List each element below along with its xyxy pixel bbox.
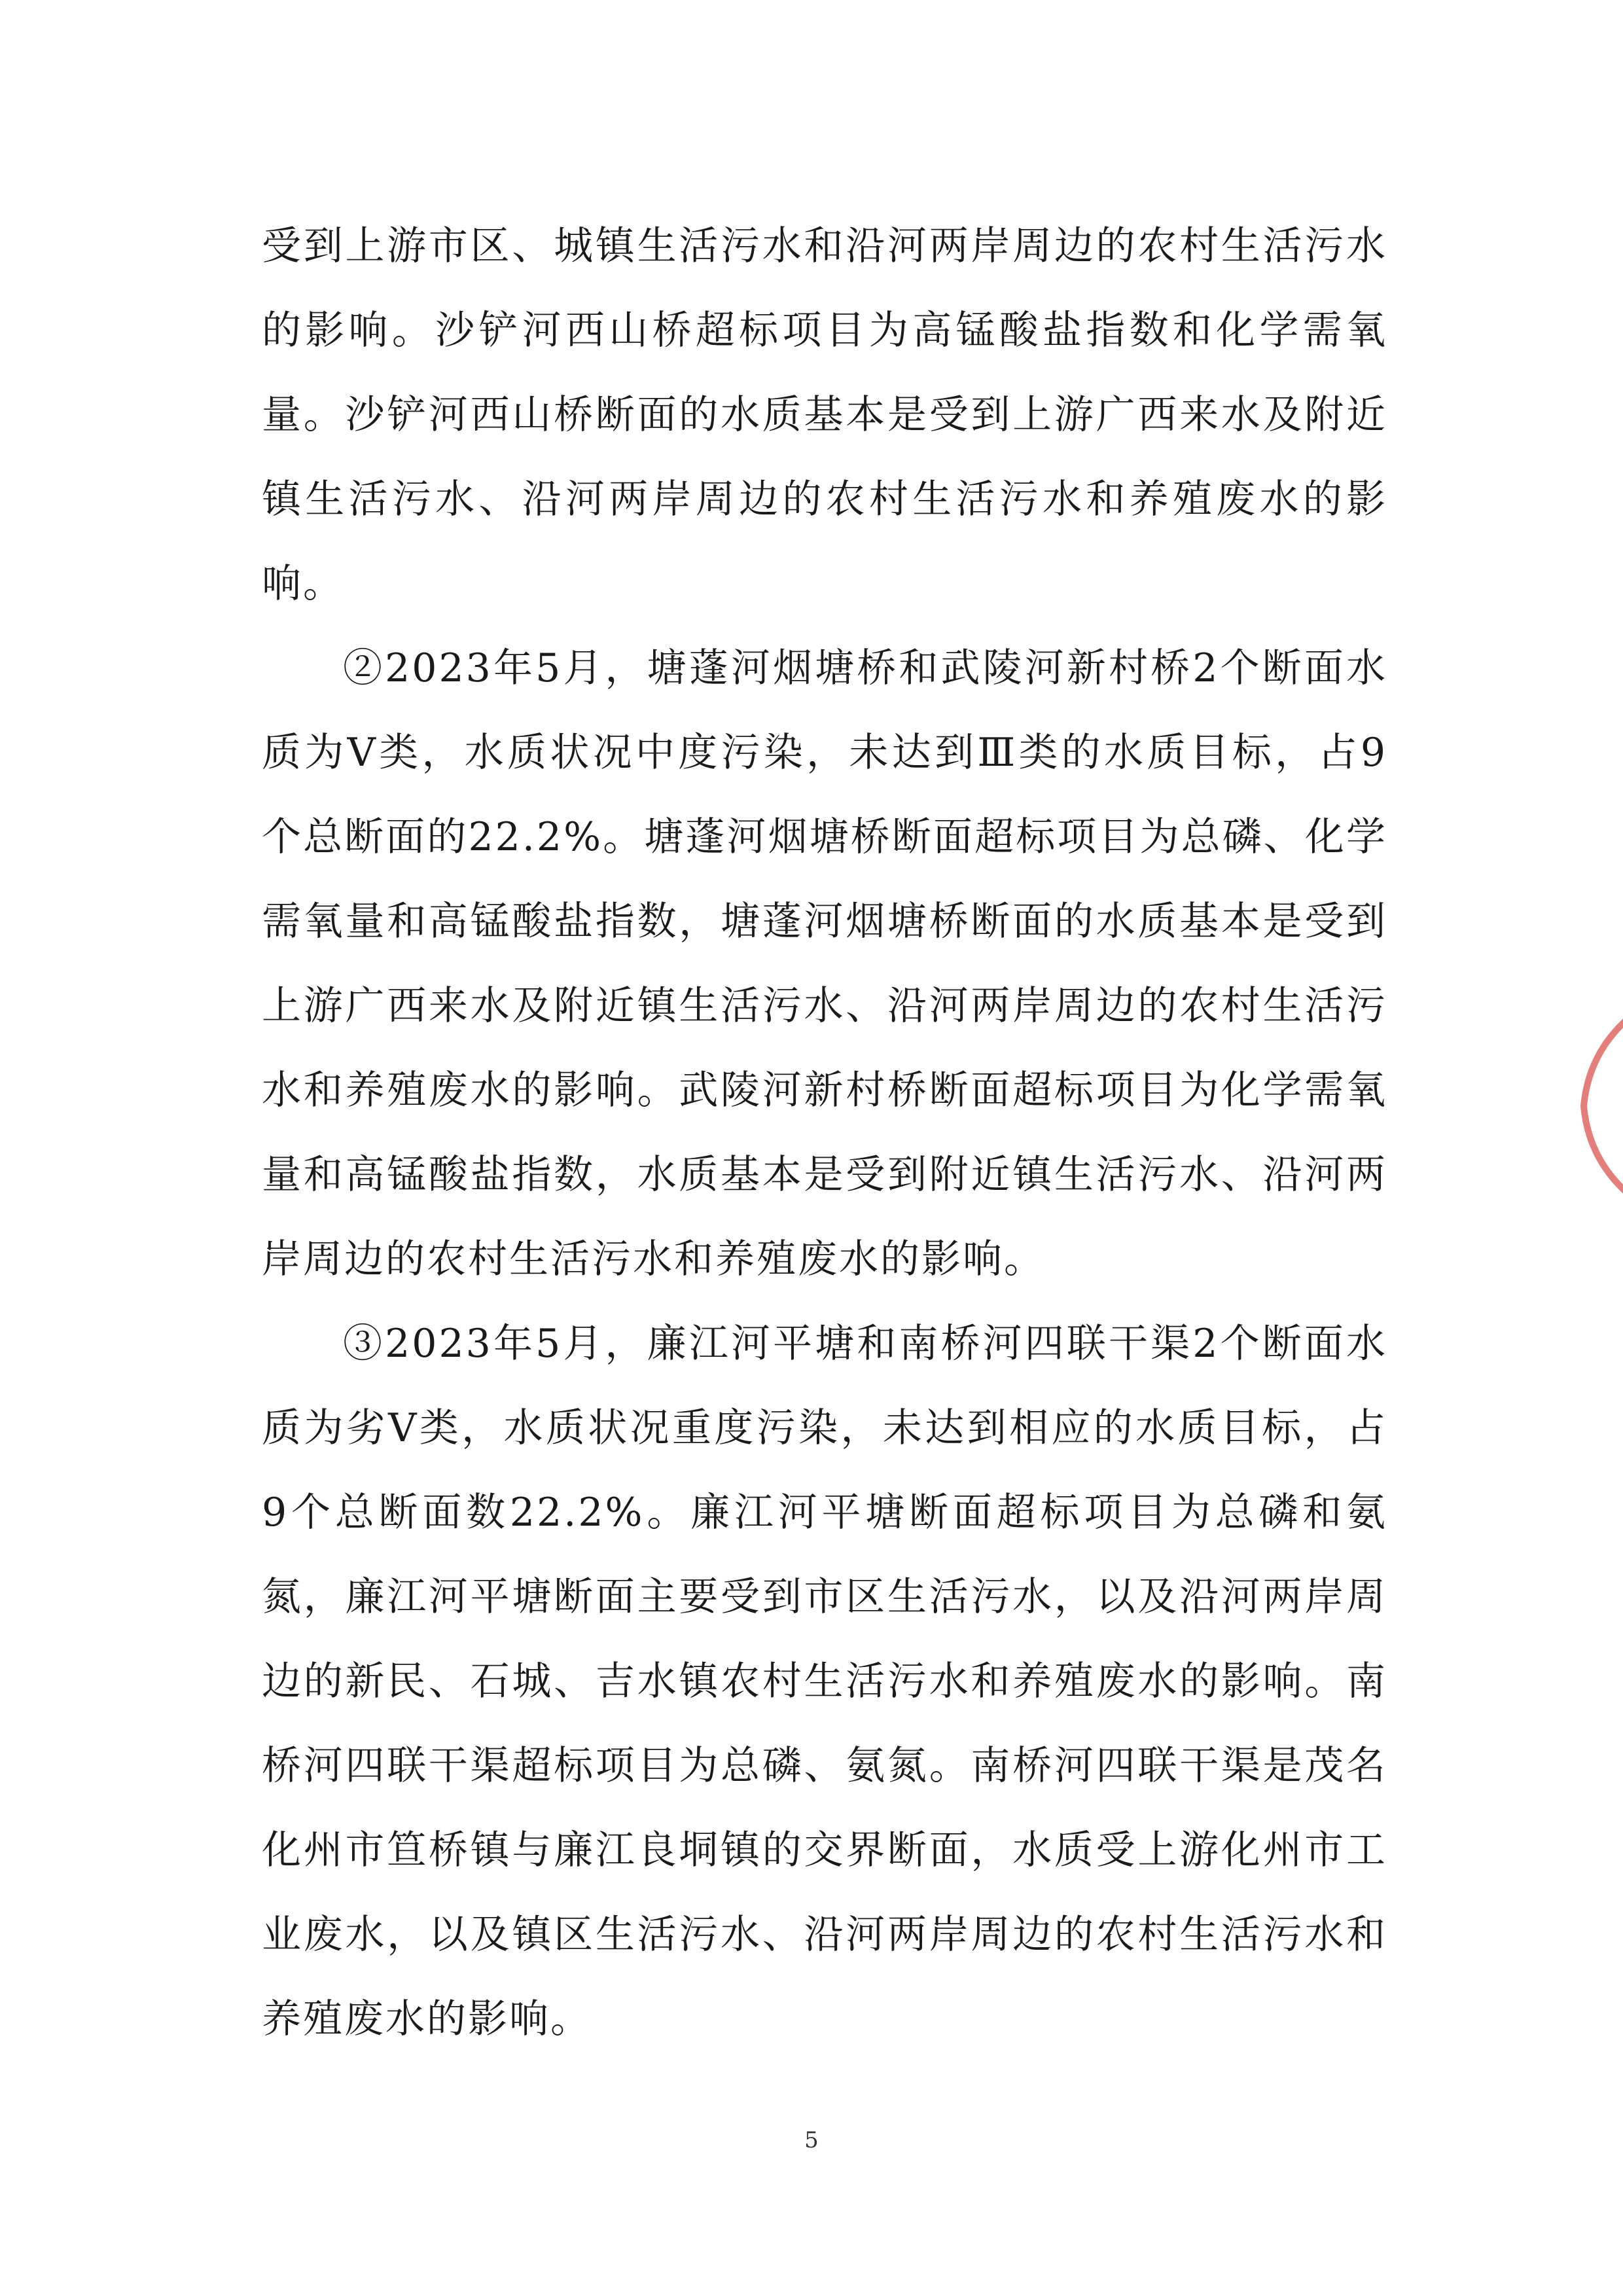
paragraph-continuation: 受到上游市区、城镇生活污水和沿河两岸周边的农村生活污水的影响。沙铲河西山桥超标项目为高锰酸盐指数和化学需氧量。沙铲河西山桥断面的水质基本是受到上游广西来水及附近镇生活污水、沿河两岸周边的农村生活污水和养殖废水的影响。 [262,223,1387,607]
paragraph-item-3: ③2023年5月，廉江河平塘和南桥河四联干渠2个断面水质为劣Ⅴ类，水质状况重度污染，未达到相应的水质目标，占9个总断面数22.2%。廉江河平塘断面超标项目为总磷和氨氮，廉江河平塘断面主要受到市区生活污水，以及沿河两岸周边的新民、石城、吉水镇农村生活污水和养殖废水的影响。南桥河四联干渠超标项目为总磷、氨氮。南桥河四联干渠是茂名化州市笪桥镇与廉江良垌镇的交界断面，水质受上游化州市工业废水，以及镇区生活污水、沿河两岸周边的农村生活污水和养殖废水的影响。 [262,1321,1387,2042]
page-number: 5 [804,2127,819,2153]
seal-stamp-icon [1564,982,1623,1230]
body-text [262,204,1387,2062]
paragraph-item-2: ②2023年5月，塘蓬河烟塘桥和武陵河新村桥2个断面水质为Ⅴ类，水质状况中度污染，未达到Ⅲ类的水质目标，占9个总断面的22.2%。塘蓬河烟塘桥断面超标项目为总磷、化学需氧量和高锰酸盐指数，塘蓬河烟塘桥断面的水质基本是受到上游广西来水及附近镇生活污水、沿河两岸周边的农村生活污水和养殖废水的影响。武陵河新村桥断面超标项目为化学需氧量和高锰酸盐指数，水质基本是受到附近镇生活污水、沿河两岸周边的农村生活污水和养殖废水的影响。 [262,645,1387,1282]
